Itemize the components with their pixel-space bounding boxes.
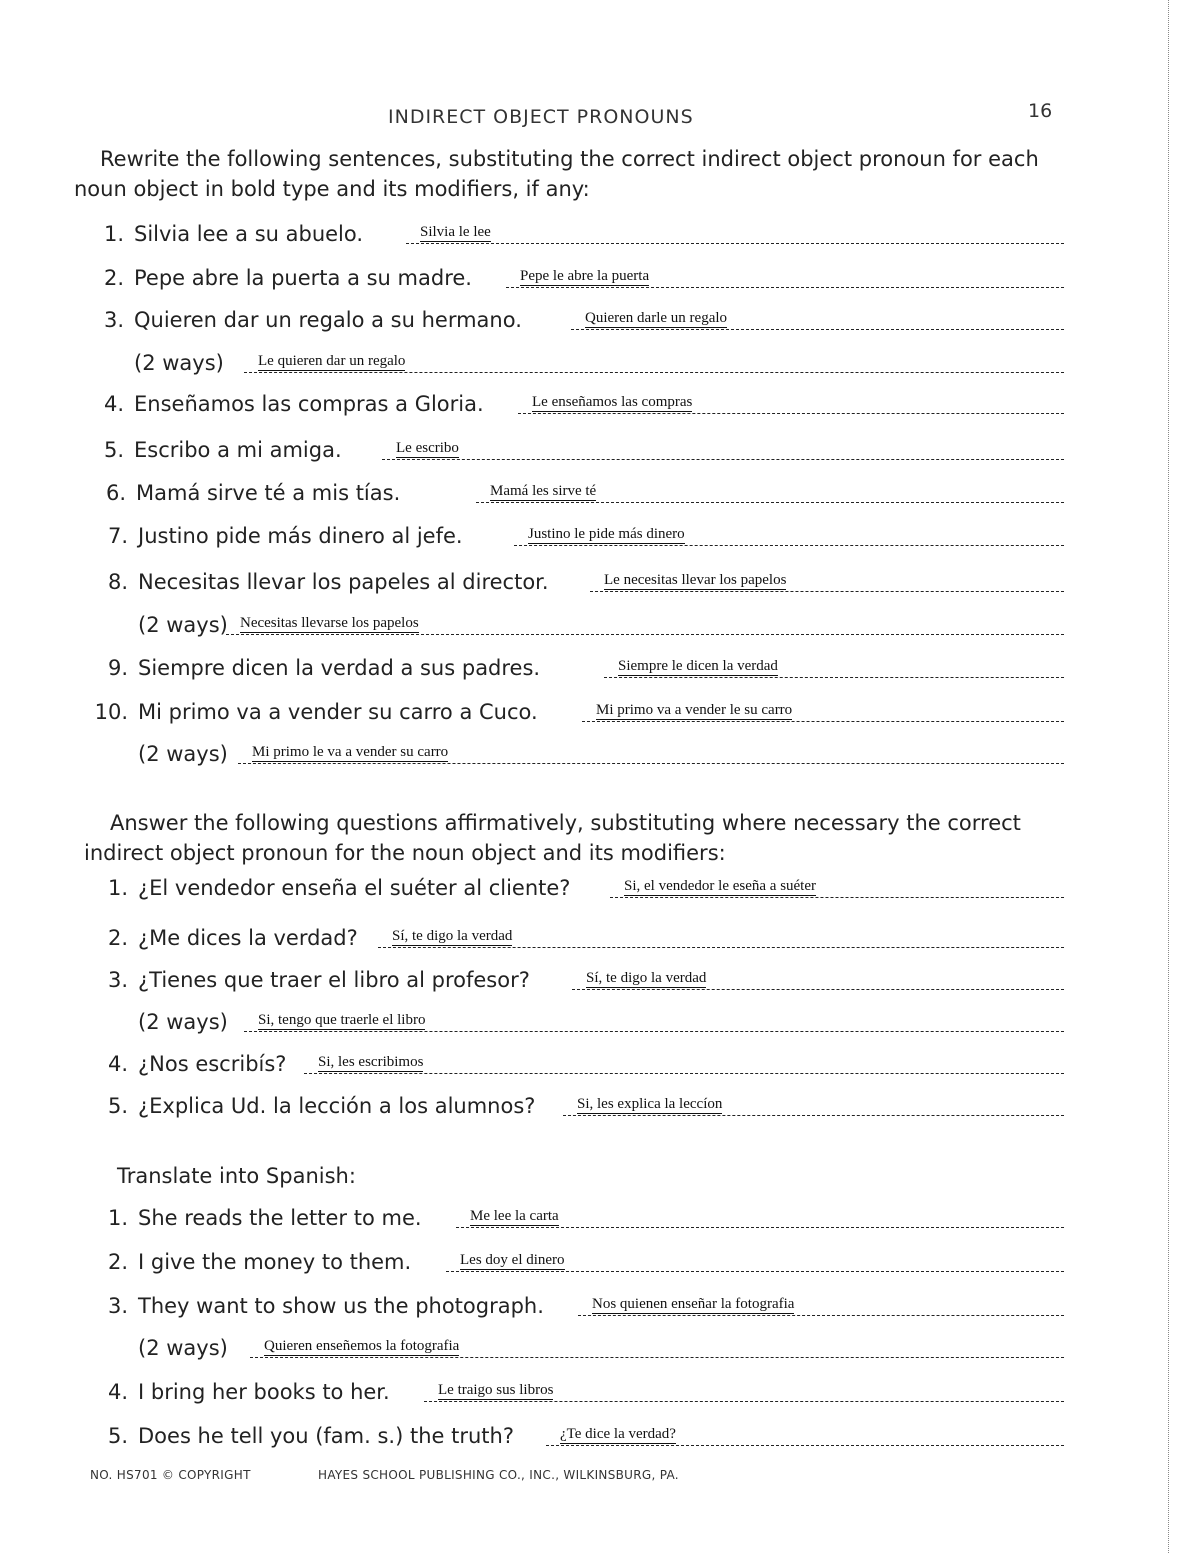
exercise-prompt xyxy=(84,1094,535,1118)
exercise-row xyxy=(84,1328,1064,1364)
handwritten-answer: Si, les explica la leccíon xyxy=(577,1096,723,1112)
exercise-prompt xyxy=(84,1380,390,1404)
section1-instruction-line1: Rewrite the following sentences, substituting the correct indirect object pronoun for each xyxy=(100,147,1039,171)
exercise-prompt xyxy=(80,392,484,416)
handwritten-answer: Le necesitas llevar los papelos xyxy=(604,572,787,588)
exercise-row xyxy=(84,1372,1064,1408)
exercise-text: ¿Nos escribís? xyxy=(138,1052,287,1076)
answer-blank-line[interactable] xyxy=(518,413,1064,414)
answer-blank-line[interactable] xyxy=(244,1031,1064,1032)
handwritten-answer: Necesitas llevarse los papelos xyxy=(240,615,419,631)
exercise-row xyxy=(80,300,1064,336)
exercise-text: Enseñamos las compras a Gloria. xyxy=(134,392,484,416)
exercise-row xyxy=(84,516,1064,552)
answer-blank-line[interactable] xyxy=(406,243,1064,244)
handwritten-answer: Mi primo le va a vender su carro xyxy=(252,744,449,760)
exercise-row xyxy=(80,258,1064,294)
exercise-number: 3. xyxy=(103,308,124,332)
exercise-prompt xyxy=(84,1424,514,1448)
exercise-row xyxy=(84,1044,1064,1080)
exercise-text: Does he tell you (fam. s.) the truth? xyxy=(138,1424,514,1448)
exercise-text: ¿Tienes que traer el libro al profesor? xyxy=(138,968,530,992)
exercise-prompt xyxy=(82,481,400,505)
exercise-row xyxy=(84,1242,1064,1278)
answer-blank-line[interactable] xyxy=(563,1115,1064,1116)
exercise-prompt xyxy=(84,570,549,594)
answer-blank-line[interactable] xyxy=(572,989,1064,990)
handwritten-answer: Nos quienen enseñar la fotografia xyxy=(592,1296,795,1312)
exercise-row xyxy=(84,1086,1064,1122)
answer-blank-line[interactable] xyxy=(378,947,1064,948)
exercise-row xyxy=(80,384,1064,420)
answer-blank-line[interactable] xyxy=(604,677,1064,678)
handwritten-answer: Justino le pide más dinero xyxy=(528,526,685,542)
exercise-text: Justino pide más dinero al jefe. xyxy=(138,524,463,548)
exercise-number: 2. xyxy=(107,1250,128,1274)
section2-instruction-line1: Answer the following questions affirmatively, substituting where necessary the correct xyxy=(110,811,1021,835)
exercise-prompt xyxy=(80,266,472,290)
exercise-prompt xyxy=(84,926,358,950)
exercise-text: ¿Explica Ud. la lección a los alumnos? xyxy=(138,1094,536,1118)
handwritten-answer: ¿Te dice la verdad? xyxy=(560,1426,676,1442)
exercise-row xyxy=(80,343,1064,379)
answer-blank-line[interactable] xyxy=(476,502,1064,503)
exercise-number: 9. xyxy=(107,656,128,680)
two-ways-label: (2 ways) xyxy=(138,742,228,766)
exercise-prompt xyxy=(84,742,228,766)
section1-instruction-line2: noun object in bold type and its modifiers, if any: xyxy=(74,177,590,201)
exercise-number: 1. xyxy=(107,1206,128,1230)
two-ways-label: (2 ways) xyxy=(138,613,228,637)
exercise-number: 10. xyxy=(94,700,128,724)
exercise-row xyxy=(84,868,1064,904)
exercise-prompt xyxy=(84,1206,422,1230)
handwritten-answer: Sí, te digo la verdad xyxy=(586,970,707,986)
answer-blank-line[interactable] xyxy=(546,1445,1064,1446)
exercise-prompt xyxy=(84,1250,411,1274)
exercise-prompt xyxy=(84,968,530,992)
handwritten-answer: Si, el vendedor le eseña a suéter xyxy=(624,878,817,894)
answer-blank-line[interactable] xyxy=(250,1357,1064,1358)
exercise-row xyxy=(84,734,1064,770)
handwritten-answer: Si, les escribimos xyxy=(318,1054,424,1070)
answer-blank-line[interactable] xyxy=(456,1227,1064,1228)
answer-blank-line[interactable] xyxy=(382,459,1064,460)
exercise-number: 1. xyxy=(107,876,128,900)
margin-perforation xyxy=(1168,0,1179,1553)
handwritten-answer: Si, tengo que traerle el libro xyxy=(258,1012,426,1028)
exercise-text: Siempre dicen la verdad a sus padres. xyxy=(138,656,541,680)
exercise-number: 4. xyxy=(107,1052,128,1076)
exercise-number: 7. xyxy=(107,524,128,548)
section2-instruction-line2: indirect object pronoun for the noun object and its modifiers: xyxy=(84,841,726,865)
exercise-number: 2. xyxy=(107,926,128,950)
two-ways-label: (2 ways) xyxy=(134,351,224,375)
exercise-row xyxy=(84,918,1064,954)
exercise-text: ¿Me dices la verdad? xyxy=(138,926,358,950)
exercise-number: 2. xyxy=(103,266,124,290)
exercise-number: 3. xyxy=(107,968,128,992)
handwritten-answer: Siempre le dicen la verdad xyxy=(618,658,778,674)
exercise-prompt xyxy=(84,1052,286,1076)
two-ways-label: (2 ways) xyxy=(138,1010,228,1034)
exercise-text: Mi primo va a vender su carro a Cuco. xyxy=(138,700,538,724)
exercise-text: Quieren dar un regalo a su hermano. xyxy=(134,308,522,332)
handwritten-answer: Mamá les sirve té xyxy=(490,483,597,499)
answer-blank-line[interactable] xyxy=(610,897,1064,898)
exercise-number: 6. xyxy=(105,481,126,505)
handwritten-answer: Le escribo xyxy=(396,440,459,456)
handwritten-answer: Me lee la carta xyxy=(470,1208,559,1224)
exercise-text: Mamá sirve té a mis tías. xyxy=(136,481,401,505)
exercise-row xyxy=(84,1416,1064,1452)
two-ways-label: (2 ways) xyxy=(138,1336,228,1360)
exercise-number: 3. xyxy=(107,1294,128,1318)
section1-instructions xyxy=(74,144,1064,204)
exercise-text: I bring her books to her. xyxy=(138,1380,390,1404)
exercise-prompt xyxy=(84,1294,544,1318)
answer-blank-line[interactable] xyxy=(304,1073,1064,1074)
section3-heading: Translate into Spanish: xyxy=(117,1164,356,1188)
exercise-number: 4. xyxy=(107,1380,128,1404)
page-number: 16 xyxy=(1028,100,1053,122)
exercise-row xyxy=(84,1002,1064,1038)
exercise-text: Silvia lee a su abuelo. xyxy=(134,222,364,246)
answer-blank-line[interactable] xyxy=(424,1401,1064,1402)
exercise-row xyxy=(84,562,1064,598)
handwritten-answer: Sí, te digo la verdad xyxy=(392,928,513,944)
handwritten-answer: Les doy el dinero xyxy=(460,1252,565,1268)
exercise-text: Escribo a mi amiga. xyxy=(134,438,342,462)
handwritten-answer: Le quieren dar un regalo xyxy=(258,353,406,369)
answer-blank-line[interactable] xyxy=(446,1271,1064,1272)
handwritten-answer: Silvia le lee xyxy=(420,224,491,240)
exercise-text: They want to show us the photograph. xyxy=(138,1294,544,1318)
footer-copyright: NO. HS701 © COPYRIGHT xyxy=(90,1468,251,1482)
exercise-prompt xyxy=(80,308,522,332)
answer-blank-line[interactable] xyxy=(244,372,1064,373)
exercise-row xyxy=(84,648,1064,684)
handwritten-answer: Quieren enseñemos la fotografia xyxy=(264,1338,460,1354)
exercise-text: I give the money to them. xyxy=(138,1250,412,1274)
answer-blank-line[interactable] xyxy=(582,721,1064,722)
exercise-row xyxy=(84,605,1064,641)
exercise-prompt xyxy=(80,351,224,375)
answer-blank-line[interactable] xyxy=(238,763,1064,764)
exercise-row xyxy=(84,1198,1064,1234)
exercise-number: 1. xyxy=(103,222,124,246)
handwritten-answer: Pepe le abre la puerta xyxy=(520,268,650,284)
handwritten-answer: Le enseñamos las compras xyxy=(532,394,693,410)
answer-blank-line[interactable] xyxy=(226,634,1064,635)
answer-blank-line[interactable] xyxy=(590,591,1064,592)
exercise-row xyxy=(84,692,1064,728)
exercise-text: Necesitas llevar los papeles al director. xyxy=(138,570,549,594)
exercise-row xyxy=(84,960,1064,996)
handwritten-answer: Mi primo va a vender le su carro xyxy=(596,702,793,718)
exercise-prompt xyxy=(84,656,540,680)
handwritten-answer: Le traigo sus libros xyxy=(438,1382,554,1398)
exercise-prompt xyxy=(84,1336,228,1360)
footer-publisher: HAYES SCHOOL PUBLISHING CO., INC., WILKINSBURG, PA. xyxy=(318,1468,679,1482)
exercise-text: ¿El vendedor enseña el suéter al cliente? xyxy=(138,876,571,900)
exercise-prompt xyxy=(84,1010,228,1034)
exercise-prompt xyxy=(84,876,570,900)
exercise-prompt xyxy=(84,524,463,548)
exercise-number: 4. xyxy=(103,392,124,416)
exercise-row xyxy=(80,214,1064,250)
exercise-text: She reads the letter to me. xyxy=(138,1206,422,1230)
exercise-text: Pepe abre la puerta a su madre. xyxy=(134,266,472,290)
page-title: INDIRECT OBJECT PRONOUNS xyxy=(388,106,694,128)
section2-instructions xyxy=(84,808,1074,868)
answer-blank-line[interactable] xyxy=(506,287,1064,288)
exercise-number: 5. xyxy=(107,1094,128,1118)
answer-blank-line[interactable] xyxy=(578,1315,1064,1316)
exercise-prompt xyxy=(84,700,538,724)
exercise-row xyxy=(80,430,1064,466)
handwritten-answer: Quieren darle un regalo xyxy=(585,310,728,326)
exercise-number: 5. xyxy=(103,438,124,462)
exercise-number: 5. xyxy=(107,1424,128,1448)
answer-blank-line[interactable] xyxy=(514,545,1064,546)
answer-blank-line[interactable] xyxy=(571,329,1064,330)
exercise-number: 8. xyxy=(107,570,128,594)
exercise-prompt xyxy=(80,222,363,246)
exercise-row xyxy=(82,473,1064,509)
exercise-prompt xyxy=(84,613,228,637)
exercise-prompt xyxy=(80,438,342,462)
exercise-row xyxy=(84,1286,1064,1322)
